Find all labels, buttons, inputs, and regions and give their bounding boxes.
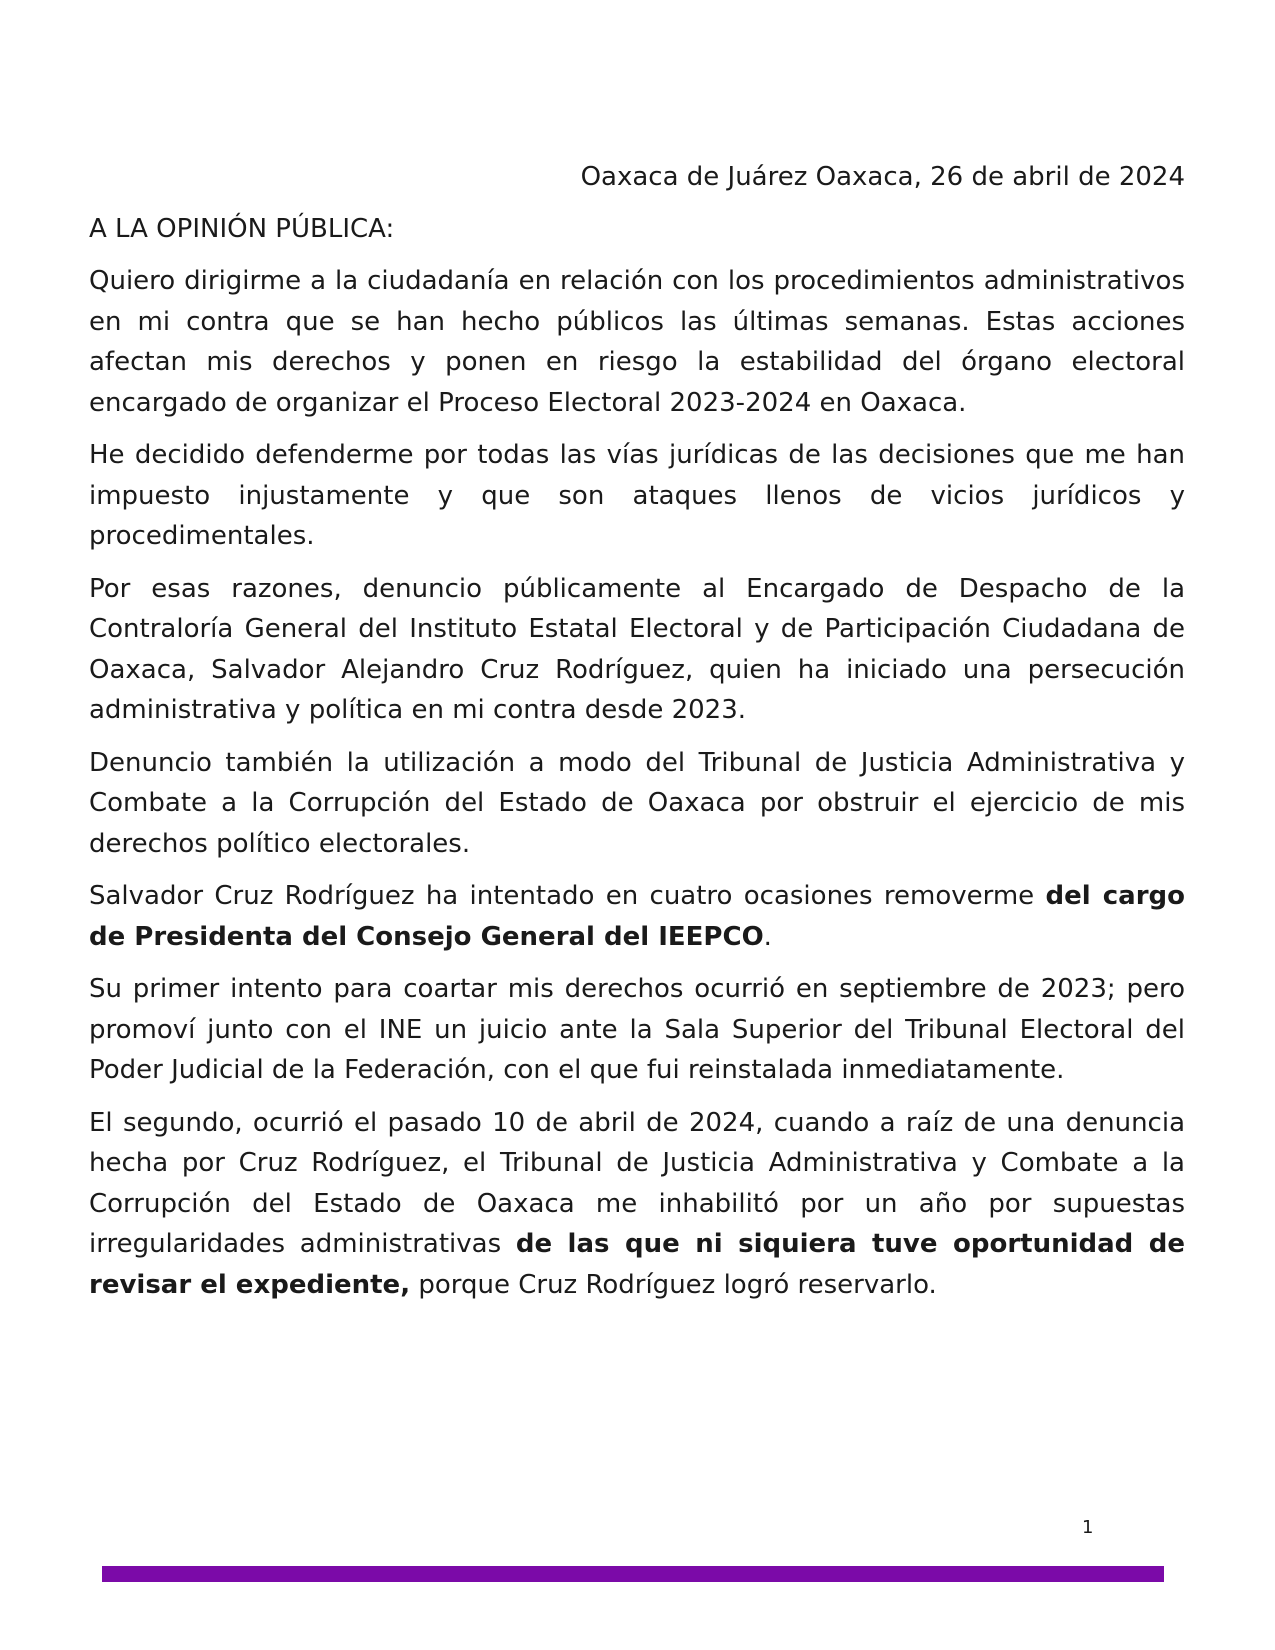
salutation: A LA OPINIÓN PÚBLICA: <box>89 214 395 244</box>
paragraph-four-attempts <box>89 876 1185 957</box>
paragraph-second-attempt-end: porque Cruz Rodríguez logró reservarlo. <box>410 1269 937 1300</box>
paragraph-four-attempts-text: Salvador Cruz Rodríguez ha intentado en cuatro ocasiones removerme <box>89 881 1046 911</box>
paragraph-four-attempts-bold: del cargo de Presidenta del Consejo General del IEEPCO <box>89 881 1186 952</box>
paragraph-denounce-tribunal: Denuncio también la utilización a modo del Tribunal de Justicia Administrativa y Combate a la Corrupción del Estado de Oaxaca por obstruir el ejercicio de mis derechos político electorales. <box>89 747 1185 859</box>
paragraph-second-attempt <box>89 1103 1185 1306</box>
letter-body <box>89 157 1185 1317</box>
date-line: Oaxaca de Juárez Oaxaca, 26 de abril de 2024 <box>580 162 1185 192</box>
paragraph-first-attempt: Su primer intento para coartar mis derechos ocurrió en septiembre de 2023; pero promoví junto con el INE un juicio ante la Sala Superior del Tribunal Electoral del Poder Judicial de la Federación, con el que fui reinstalada inmediatamente. <box>89 974 1185 1085</box>
page-number: 1 <box>1082 1517 1094 1538</box>
paragraph-defense: He decidido defenderme por todas las vías jurídicas de las decisiones que me han impuesto injustamente y que son ataques llenos de vicios jurídicos y procedimentales. <box>89 440 1185 551</box>
paragraph-second-attempt-bold: de las que ni siquiera tuve oportunidad de revisar el expediente, <box>89 1229 1185 1300</box>
paragraph-denounce-contraloria: Por esas razones, denuncio públicamente al Encargado de Despacho de la Contraloría General del Instituto Estatal Electoral y de Participación Ciudadana de Oaxaca, Salvador Alejandro Cruz Rodríguez, quien ha iniciado una persecución administrativa y política en mi contra desde 2023. <box>89 573 1185 725</box>
paragraph-intro: Quiero dirigirme a la ciudadanía en relación con los procedimientos administrativos en mi contra que se han hecho públicos las últimas semanas. Estas acciones afectan mis derechos y ponen en riesgo la estabilidad del órgano electoral encargado de organizar el Proceso Electoral 2023-2024 en Oaxaca. <box>89 266 1185 418</box>
paragraph-four-attempts-end: . <box>763 921 772 952</box>
paragraph-second-attempt-text: El segundo, ocurrió el pasado 10 de abril de 2024, cuando a raíz de una denuncia hecha por Cruz Rodríguez, el Tribunal de Justicia Administrativa y Combate a la Corrupción del Estado de Oaxaca me inhabilitó por un año por supuestas irregularidades administrativas <box>89 1107 1185 1259</box>
footer-rule <box>102 1566 1164 1582</box>
